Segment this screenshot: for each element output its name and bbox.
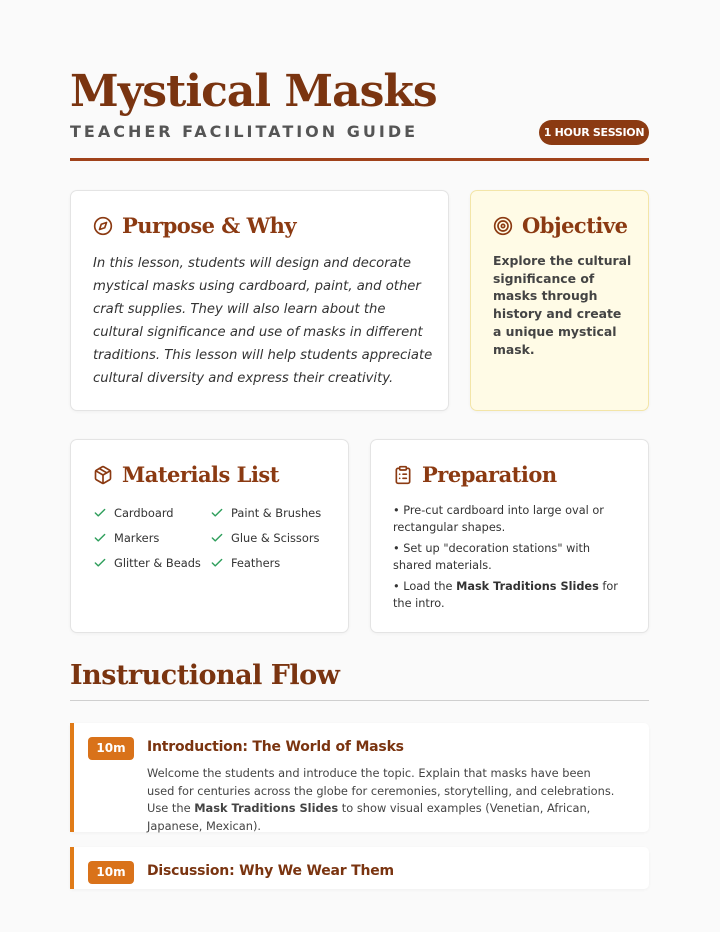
prep-text: • Pre-cut cardboard into large oval or rectangular shapes. — [393, 504, 604, 534]
check-icon — [210, 506, 224, 520]
prep-text: for the intro. — [393, 580, 618, 610]
check-icon — [93, 531, 107, 545]
flow-step — [70, 723, 649, 832]
purpose-card — [70, 190, 449, 411]
preparation-heading-row — [393, 462, 557, 487]
preparation-card — [370, 439, 649, 633]
objective-text: Explore the cultural significance of masks through history and create a unique mystical mask. — [493, 253, 632, 357]
objective-heading: Objective — [522, 213, 628, 238]
material-label: Glitter & Beads — [114, 555, 201, 570]
prep-bold-text: Mask Traditions Slides — [456, 580, 599, 593]
header-divider — [70, 158, 649, 161]
section-divider — [70, 700, 649, 701]
material-label: Feathers — [231, 555, 281, 570]
objective-heading-row — [493, 213, 627, 238]
duration-badge: 10m — [88, 737, 134, 760]
purpose-heading-row — [93, 213, 296, 238]
materials-heading: Materials List — [122, 462, 279, 487]
preparation-heading: Preparation — [422, 462, 557, 487]
page-subtitle: TEACHER FACILITATION GUIDE — [70, 122, 419, 141]
duration-badge: 10m — [88, 861, 134, 884]
list-item — [93, 504, 210, 521]
purpose-text: In this lesson, students will design and decorate mystical masks using cardboard, paint, and other craft supplies. They will also learn about the cultural significance and use of masks in different traditions. This lesson will help students appreciate cultural diversity and express their creativity. — [93, 256, 433, 386]
material-label: Paint & Brushes — [231, 505, 322, 520]
list-item — [210, 504, 340, 521]
list-item — [393, 579, 625, 612]
check-icon — [210, 531, 224, 545]
step-bold-text: Mask Traditions Slides — [194, 801, 339, 815]
material-label: Markers — [114, 530, 160, 545]
check-icon — [93, 556, 107, 570]
list-item — [393, 503, 625, 536]
step-text: Welcome the students and introduce the topic. Explain that masks have been used for centuries across the globe for ceremonies, storytelling, and celebrations. Use the — [147, 766, 615, 815]
section-title: Instructional Flow — [70, 660, 340, 691]
step-text: to show visual examples (Venetian, African, Japanese, Mexican). — [147, 801, 591, 833]
clipboard-icon — [393, 465, 413, 485]
list-item — [93, 554, 210, 571]
session-length-badge: 1 HOUR SESSION — [539, 120, 649, 145]
box-icon — [93, 465, 113, 485]
list-item — [210, 554, 340, 571]
check-icon — [93, 506, 107, 520]
prep-text: • Set up "decoration stations" with shared materials. — [393, 542, 591, 572]
check-icon — [210, 556, 224, 570]
material-label: Glue & Scissors — [231, 530, 320, 545]
compass-icon — [93, 216, 113, 236]
preparation-list — [393, 503, 625, 617]
material-label: Cardboard — [114, 505, 174, 520]
step-description — [147, 765, 617, 835]
prep-text: • Load the — [393, 580, 457, 593]
purpose-heading: Purpose & Why — [122, 213, 297, 238]
list-item — [93, 529, 210, 546]
step-title: Discussion: Why We Wear Them — [147, 863, 394, 879]
flow-step — [70, 847, 649, 889]
target-icon — [493, 216, 513, 236]
materials-card — [70, 439, 349, 633]
materials-list — [93, 504, 340, 571]
objective-card — [470, 190, 649, 411]
page-title: Mystical Masks — [70, 66, 437, 117]
list-item — [393, 541, 625, 574]
list-item — [210, 529, 340, 546]
step-title: Introduction: The World of Masks — [147, 739, 404, 755]
materials-heading-row — [93, 462, 279, 487]
